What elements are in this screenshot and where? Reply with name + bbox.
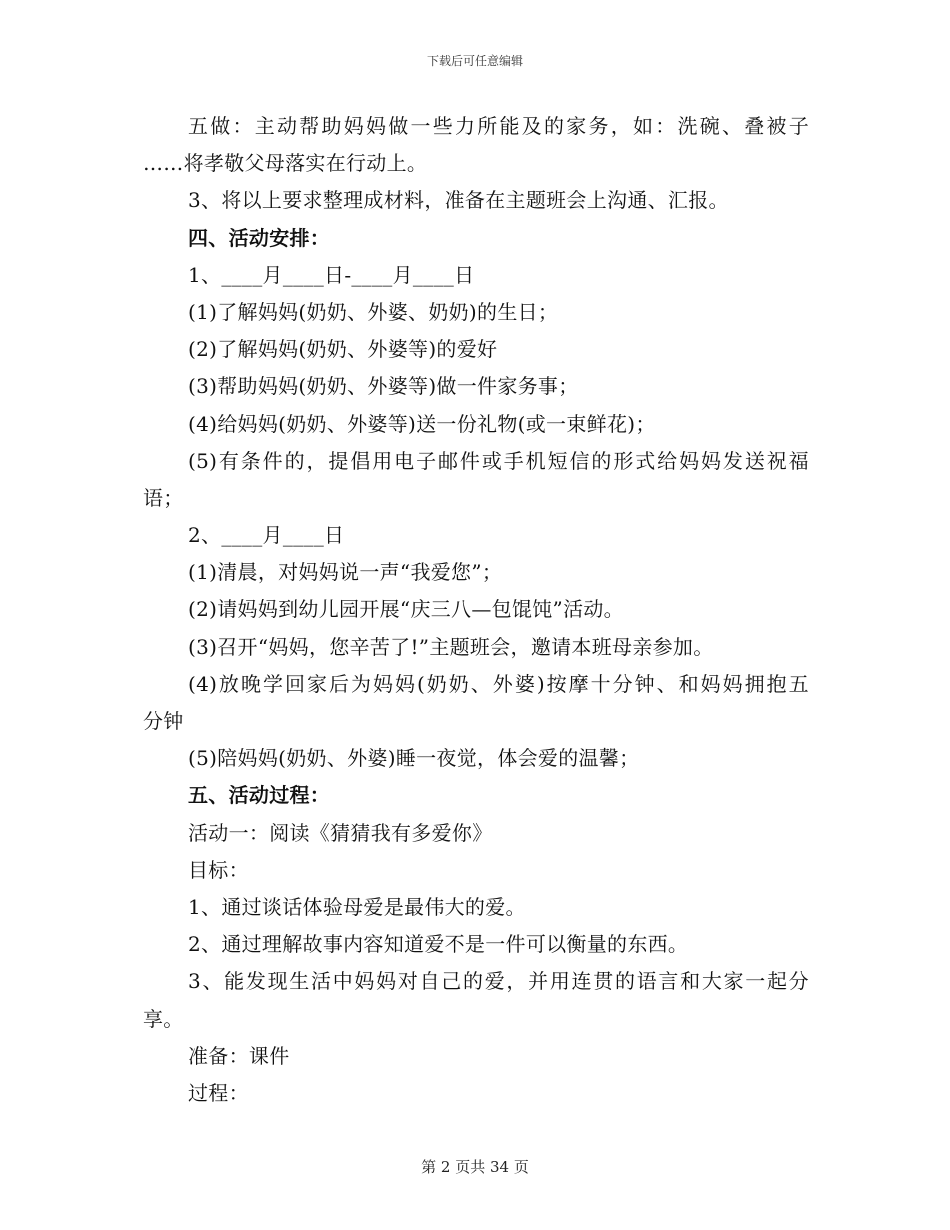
list-item-continuation: 享。 bbox=[143, 1006, 184, 1031]
list-item-continuation: 语； bbox=[143, 485, 184, 510]
list-item: (2)了解妈妈(奶奶、外婆等)的爱好 bbox=[188, 337, 498, 362]
list-item: (4)给妈妈(奶奶、外婆等)送一份礼物(或一束鲜花)； bbox=[188, 411, 656, 436]
list-item: (3)召开“妈妈，您辛苦了!”主题班会，邀请本班母亲参加。 bbox=[188, 634, 714, 659]
list-item: (4)放晚学回家后为妈妈(奶奶、外婆)按摩十分钟、和妈妈拥抱五 bbox=[188, 671, 809, 696]
section-heading: 五、活动过程： bbox=[188, 783, 331, 808]
page-footer: 第 2 页共 34 页 bbox=[421, 1158, 529, 1176]
paragraph-line: 过程： bbox=[188, 1080, 249, 1105]
paragraph-line: 目标： bbox=[188, 857, 249, 882]
list-item: (3)帮助妈妈(奶奶、外婆等)做一件家务事； bbox=[188, 374, 579, 399]
list-item: (1)了解妈妈(奶奶、外婆、奶奶)的生日； bbox=[188, 299, 559, 324]
list-item: 1、通过谈话体验母爱是最伟大的爱。 bbox=[188, 894, 526, 919]
list-item: (5)陪妈妈(奶奶、外婆)睡一夜觉，体会爱的温馨； bbox=[188, 746, 640, 771]
paragraph-line: 准备：课件 bbox=[188, 1043, 290, 1068]
list-item: 3、能发现生活中妈妈对自己的爱，并用连贯的语言和大家一起分 bbox=[188, 969, 809, 994]
list-item: (1)清晨，对妈妈说一声“我爱您”； bbox=[188, 560, 503, 585]
paragraph-line: 3、将以上要求整理成材料，准备在主题班会上沟通、汇报。 bbox=[188, 188, 729, 213]
paragraph-line: 五做：主动帮助妈妈做一些力所能及的家务，如：洗碗、叠被子 bbox=[188, 114, 809, 138]
section-heading: 四、活动安排： bbox=[188, 225, 331, 250]
document-body bbox=[143, 108, 809, 1112]
paragraph-line: 1、____月____日-____月____日 bbox=[188, 262, 475, 287]
list-item: (2)请妈妈到幼儿园开展“庆三八—包馄饨”活动。 bbox=[188, 597, 624, 622]
paragraph-line: ……将孝敬父母落实在行动上。 bbox=[143, 151, 428, 176]
list-item: 2、通过理解故事内容知道爱不是一件可以衡量的东西。 bbox=[188, 932, 689, 957]
page-header: 下载后可任意编辑 bbox=[426, 54, 523, 68]
paragraph-line: 2、____月____日 bbox=[188, 523, 345, 548]
list-item: (5)有条件的，提倡用电子邮件或手机短信的形式给妈妈发送祝福 bbox=[188, 448, 809, 473]
list-item-continuation: 分钟 bbox=[143, 709, 184, 733]
paragraph-line: 活动一：阅读《猜猜我有多爱你》 bbox=[188, 820, 493, 845]
